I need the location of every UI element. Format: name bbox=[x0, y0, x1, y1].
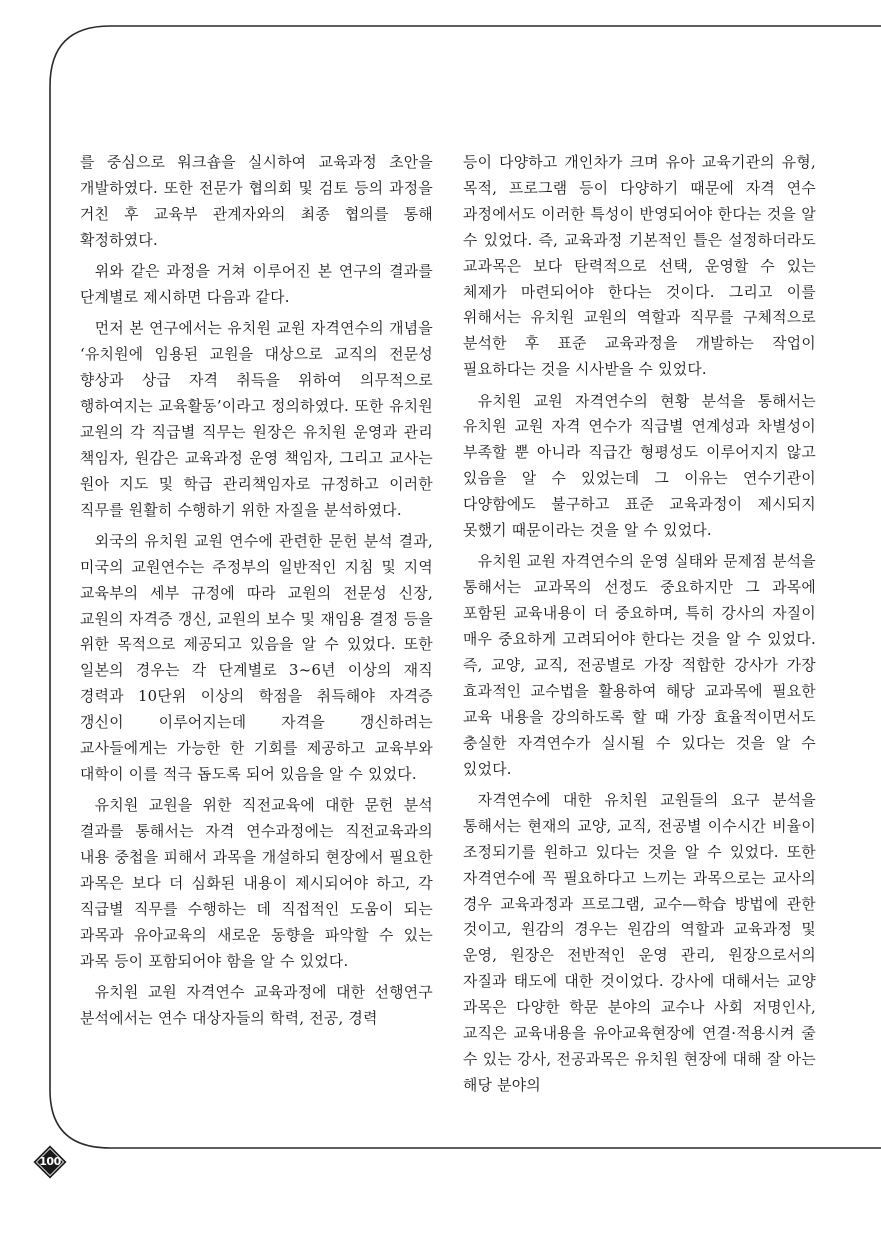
paragraph: 위와 같은 과정을 거쳐 이루어진 본 연구의 결과를 단계별로 제시하면 다음과 같다. bbox=[80, 263, 433, 306]
page-number: 100 bbox=[39, 1155, 61, 1168]
paragraph: 유치원 교원 자격연수의 운영 실태와 문제점 분석을 통해서는 교과목의 선정도 중요하지만 그 과목에 포함된 교육내용이 더 중요하며, 특히 강사의 자질이 매우 중요하게 고려되어야 한다는 것을 알 수 있었다. 즉, 교양, 교직, 전공별로 가장 적합한 강사가 가장 효과적인 교수법을 활용하여 해당 교과목에 필요한 교육 내용을 강의하도록 할 때 가장 효율적이면서도 충실한 자격연수가 실시될 수 있다는 것을 알 수 있었다. bbox=[463, 553, 816, 778]
paragraph: 유치원 교원을 위한 직전교육에 대한 문헌 분석 결과를 통해서는 자격 연수과정에는 직전교육과의 내용 중첩을 피해서 과목을 개설하되 현장에서 필요한 과목은 보다 더 심화된 내용이 제시되어야 하고, 각 직급별 직무를 수행하는 데 직접적인 도움이 되는 과목과 유아교육의 새로운 동향을 파악할 수 있는 과목 등이 포함되어야 함을 알 수 있었다. bbox=[80, 797, 433, 970]
paragraph: 외국의 유치원 교원 연수에 관련한 문헌 분석 결과, 미국의 교원연수는 주정부의 일반적인 지침 및 지역 교육부의 세부 규정에 따라 교원의 전문성 신장, 교원의 자격증 갱신, 교원의 보수 및 재임용 결정 등을 위한 목적으로 제공되고 있음을 알 수 있었다. 또한 일본의 경우는 각 단계별로 3~6년 이상의 재직 경력과 10단위 이상의 학점을 취득해야 자격증 갱신이 이루어지는데 자격을 갱신하려는 교사들에게는 가능한 한 기회를 제공하고 교육부와 대학이 이를 적극 돕도록 되어 있음을 알 수 있었다. bbox=[80, 532, 433, 784]
paragraph: 유치원 교원 자격연수 교육과정에 대한 선행연구 분석에서는 연수 대상자들의 학력, 전공, 경력 bbox=[80, 984, 433, 1027]
paragraph: 먼저 본 연구에서는 유치원 교원 자격연수의 개념을 ‘유치원에 임용된 교원을 대상으로 교직의 전문성 향상과 상급 자격 취득을 위하여 의무적으로 행하여지는 교육활동’이라고 정의하였다. 또한 유치원 교원의 각 직급별 직무는 원장은 유치원 운영과 관리 책임자, 원감은 교육과정 운영 책임자, 그리고 교사는 원아 지도 및 학급 관리책임자로 규정하고 이러한 직무를 원활히 수행하기 위한 자질을 분석하였다. bbox=[80, 320, 433, 519]
paragraph: 등이 다양하고 개인차가 크며 유아 교육기관의 유형, 목적, 프로그램 등이 다양하기 때문에 자격 연수 과정에서도 이러한 특성이 반영되어야 한다는 것을 알 수 있었다. 즉, 교육과정 기본적인 틀은 설정하더라도 교과목은 보다 탄력적으로 선택, 운영할 수 있는 체제가 마련되어야 한다는 것이다. 그리고 이를 위해서는 유치원 교원의 역할과 직무를 구체적으로 분석한 후 표준 교육과정을 개발하는 작업이 필요하다는 것을 시사받을 수 있었다. bbox=[463, 154, 816, 379]
right-column bbox=[463, 150, 816, 1104]
paragraph: 자격연수에 대한 유치원 교원들의 요구 분석을 통해서는 현재의 교양, 교직, 전공별 이수시간 비율이 조정되기를 원하고 있다는 것을 알 수 있었다. 또한 자격연수에 꼭 필요하다고 느끼는 과목으로는 교사의 경우 교육과정과 프로그램, 교수—학습 방법에 관한 것이고, 원감의 경우는 원감의 역할과 교육과정 및 운영, 원장은 전반적인 운영 관리, 원장으로서의 자질과 태도에 대한 것이었다. 강사에 대해서는 교양 과목은 다양한 학문 분야의 교수나 사회 저명인사, 교직은 교육내용을 유아교육현장에 연결·적용시켜 줄 수 있는 강사, 전공과목은 유치원 현장에 대해 잘 아는 해당 분야의 bbox=[463, 791, 816, 1094]
paragraph: 유치원 교원 자격연수의 현황 분석을 통해서는 유치원 교원 자격 연수가 직급별 연계성과 차별성이 부족할 뿐 아니라 직급간 형평성도 이루어지지 않고 있음을 알 수 있었는데 그 이유는 연수기관이 다양함에도 불구하고 표준 교육과정이 제시되지 못했기 때문이라는 것을 알 수 있었다. bbox=[463, 392, 816, 540]
left-column bbox=[80, 150, 433, 1037]
paragraph: 를 중심으로 워크숍을 실시하여 교육과정 초안을 개발하였다. 또한 전문가 협의회 및 검토 등의 과정을 거친 후 교육부 관계자와의 최종 협의를 통해 확정하였다. bbox=[80, 154, 433, 249]
